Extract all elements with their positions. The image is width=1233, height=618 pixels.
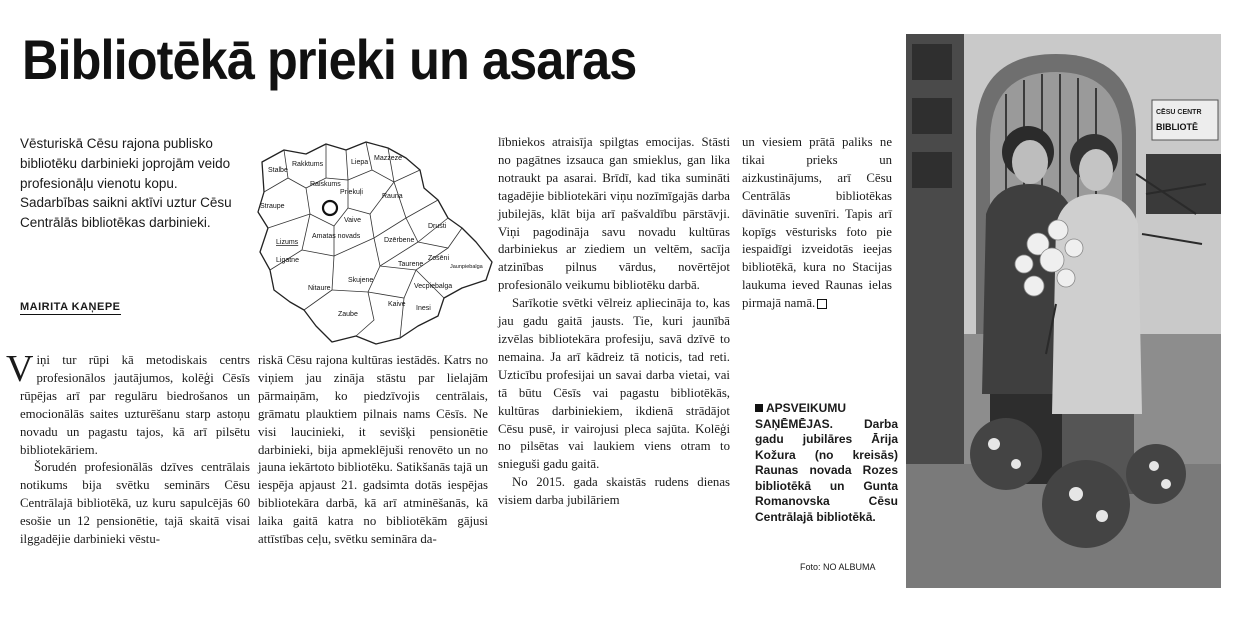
article-column-3 [498,134,730,510]
map-label-prikuli: Priekuļi [340,189,363,196]
end-mark-icon [817,299,827,309]
column1-paragraph-1: Viņi tur rūpi kā metodiskais centrs profesionālos jautājumos, kolēģi Cēsīs rūpējas arī par regulāru biedrošanos un emocionālās saites uzturēšanu starp astoņu novadu un pagastu tajos, kā arī pilsētu bibliotekāriem. [6,348,250,457]
caption-lead: APSVEIKUMU SAŅĒMĒJAS. [755,401,847,431]
map-label-drusti: Drusti [428,223,447,230]
caption-text: Darba gadu jubilāres Ārija Kožura (no kreisās) Raunas novada Rozes bibliotēkā un Gunta Romanovska Cēsu Centrālajā bibliotēkā. [755,416,898,524]
author-byline: MAIRITA KAŅEPE [20,301,121,313]
article-photo [906,34,1221,588]
map-label-skujene: Skujene [348,277,374,284]
map-label-nitaure: Nitaure [308,285,331,292]
map-label-mazzeze: Mazzeze [374,155,403,162]
map-label-rauna: Rauna [382,193,403,200]
map-label-stalbe: Stalbe [268,167,288,174]
column3-paragraph-3: No 2015. gada skaistās rudens dienas visiem darba jubilāriem [498,475,730,508]
map-label-liepa: Liepa [351,159,369,166]
district-map [248,130,498,350]
photo-caption [755,401,898,525]
map-label-straupe: Straupe [260,203,285,210]
sign-line-2: BIBLIOTĒ [1156,122,1198,132]
map-label-zaube: Zaube [338,311,358,318]
article-column-1 [6,348,250,549]
column1-paragraph-2: Šorudén profesionālās dzīves centrālais notikums bija svētku seminārs Cēsu Centrālajā bibliotēkā, uz kuru sapulcējās 60 esošie un 12 pensionētie, tajā skaitā visai ilggadējie darbinieki vēstu- [20,460,250,547]
map-label-dzerbene: Dzērbene [384,237,415,244]
map-label-zosena: Zosēni [428,255,450,262]
column3-paragraph-2: Sarīkotie svētki vēlreiz apliecināja to, kas jau gadu gaitā jausts. Tie, kuri jaunībā izvēlas bibliotekāra profesiju, savā dzīvē to nemaina. Ja arī kādreiz tā noticis, tad reti. Uzticību profesijai un savai darba vietai, vai tā būtu Cēsīs vai pagastu bibliotēkās, kultūras darbiniekiem, ikdienā strādājot Cēsu pusē, ir vairojusi pleca sajūta. Kolēģi no pilsētas vai laukiem viens otram to snieguši gadu gaitā. [498,296,730,472]
caption-square-icon [755,404,763,412]
column3-paragraph-1: lībniekos atraisīja spilgtas emocijas. Stāsti no pagātnes izsauca gan smieklus, gan lika notraukt pa asarai. Brīdī, kad tika sumināti tagadējie bibliotekāri viņu nozīmīgajās darba jubilejās, klāt bija arī pašvaldību pārstāvji. Viņi pagodināja savu novadu kultūras darbiniekus ar ziediem un veltēm, sacīja atzinības pilnus vārdus, novērtējot profesionālo veikumu bibliotēku darbā. [498,135,730,293]
map-label-raiskums: Raiskums [310,181,341,188]
map-label-inesi: Inesi [416,305,431,312]
article-column-2 [258,352,488,549]
column4-paragraph-1: un viesiem prātā paliks ne tikai prieks un aizkustinājums, arī Cēsu Centrālās bibliotēkas dāvinātie suvenīri. Tapis arī kopīgs vēsturisks foto pie iespaidīgi izveidotās ieejas bibliotēkā, kura no Stacijas laukuma ieved Raunas ielas pirmajā namā. [742,135,892,311]
map-label-kaive: Kaive [388,301,406,308]
photo-credit: Foto: NO ALBUMA [800,562,876,572]
column2-paragraph-1: riskā Cēsu rajona kultūras iestādēs. Katrs no viņiem jau zināja stāstu par lielajām pārmaiņām, ko piedzīvojis centrālais, grāmatu plauktiem pilnais nams Cēsīs. Ne visi laucinieki, it sevišķi pensionētie darbinieki, bija apmeklējuši renovēto un no jauna iekārtoto bibliotēku. Satikšanās tajā un iespēja apjaust 21. gadsimta dotās iespējas bibliotekāra darbā, kā arī atminēšanās, kā laika gaitā katra no bibliotēkām gājusi attīstības ceļu, svētku semināra da- [258,353,488,547]
map-label-vecpiebalga: Vecpiebalga [414,283,453,290]
headline: Bibliotēkā prieki un asaras [22,28,637,91]
map-label-vaive: Vaive [344,217,361,224]
article-column-4 [742,134,892,313]
map-label-jaunpiebalga: Jaunpiebalga [450,264,483,270]
map-label-taurene: Taurene [398,261,424,268]
map-label-amatas: Amatas novads [312,233,361,240]
map-label-ligatne: Ligatne [276,257,299,264]
drop-cap: V [6,348,34,390]
lead-paragraph: Vēsturiskā Cēsu rajona publisko bibliotēku darbinieki joprojām veido profesionāļu vienotu kopu. Sadarbības saikni aktīvi uztur Cēsu Centrālās bibliotēkas darbinieki. [20,136,232,231]
map-label-rankas: Rakktums [292,161,324,168]
map-label-lizums: Lizums [276,239,299,246]
sign-line-1: CĒSU CENTR [1156,109,1202,116]
